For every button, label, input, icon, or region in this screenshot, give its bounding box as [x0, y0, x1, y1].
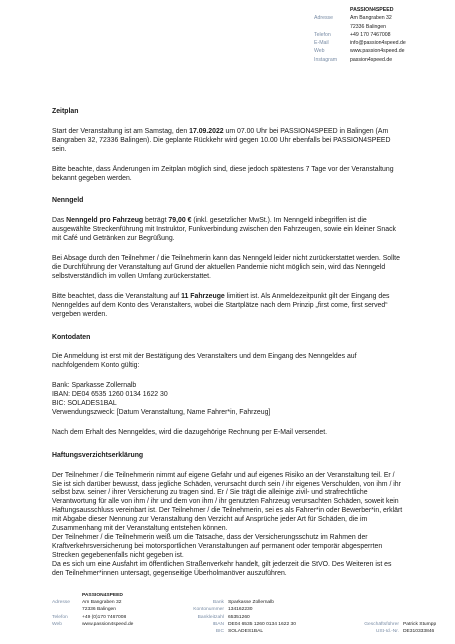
section-heading-zeitplan: Zeitplan	[52, 108, 79, 115]
text-span: um 07.00 Uhr bei PASSION4SPEED in Balingen (Am Bangraben 32, 72336 Balingen). Die geplante Rückkehr wird gegen 10.00 Uhr ebenfalls bei PASSION4SPEED sein.	[52, 127, 391, 153]
document-body	[52, 108, 404, 579]
footer-label: Bank	[212, 600, 224, 606]
footer-label: Bankleitzahl	[197, 614, 224, 620]
header-label	[314, 23, 350, 31]
kontodaten-paragraph-1: Die Anmeldung ist erst mit der Bestätigung des Veranstalters und dem Eingang des Nenngeldes auf nachfolgendem Konto gültig:	[52, 353, 357, 370]
footer-label: USt-Id.-Nr.	[375, 629, 399, 634]
footer-value: Sparkasse Zollernalb	[228, 600, 274, 606]
header-label: Instagram	[314, 56, 338, 63]
footer-value: 72336 Balingen	[82, 607, 116, 613]
footer-legal-column	[327, 621, 436, 635]
letterhead	[314, 6, 450, 64]
header-row-address	[314, 14, 450, 22]
haftung-text-1: Der Teilnehmer / die Teilnehmerin nimmt auf eigene Gefahr und auf eigenes Risiko an der Veranstaltung teil. Er / Sie ist sich darüber bewusst, dass jegliche Schäden, verursacht durch sein / ihr eigenes Verschulden, von ihm / ihr selbst bzw. seiner / ihrer Versicherung zu tragen sind. Er / Sie trägt die alleinige zivil- und strafrechtliche Verantwortung für alle von ihm / ihr und dem von ihm / ihr genutzten Fahrzeug verursachten Schäden, soweit kein Haftungsausschluss vereinbart ist. Der Teilnehmer / die Teilnehmerin, sei es als Fahrer*in oder Bewerber*in, erklärt mit Abgabe dieser Nennung zur Veranstaltung den Verzicht auf Ansprüche jeder Art für Schäden, die im Zusammenhang mit der Veranstaltung entstehen können.	[52, 471, 403, 533]
footer-label: IBAN	[212, 621, 224, 627]
header-label: Telefon	[314, 31, 331, 38]
footer-row	[182, 599, 296, 606]
header-instagram-link[interactable]: passion4speed.de	[350, 56, 393, 63]
text-span: Das	[52, 217, 67, 225]
header-row-web	[314, 47, 450, 55]
footer-label: Geschäftsführer	[364, 621, 399, 627]
text-span: (inkl. gesetzlicher MwSt.). Im Nenngeld inbegriffen ist die ausgewählte Streckenführung mit Instruktor, Funkverbindung zwischen den Fahrzeugen, sowie ein kleiner Snack mit Café und Getränken zur Begrüßung.	[52, 217, 396, 243]
vehicle-limit: 11 Fahrzeuge	[181, 292, 225, 300]
bank-bic: BIC: SOLADES1BAL	[52, 400, 117, 408]
footer-label: Adresse	[52, 600, 70, 606]
bank-iban: IBAN: DE04 6535 1260 0134 1622 30	[52, 391, 168, 399]
footer-row	[182, 621, 296, 628]
header-label: Web	[314, 48, 325, 55]
fee-price: 79,00 €	[168, 217, 192, 225]
footer-value: Patrick Stumpp	[403, 621, 437, 627]
footer-row	[52, 599, 133, 606]
bank-name: Bank: Sparkasse Zollernalb	[52, 382, 137, 390]
kontodaten-paragraph-2: Nach dem Erhalt des Nenngeldes, wird die dazugehörige Rechnung per E-Mail versendet.	[52, 428, 328, 436]
nenngeld-paragraph-1	[52, 217, 404, 244]
header-value: 72336 Balingen	[350, 23, 387, 30]
haftung-text-3: Da es sich um eine Ausfahrt im öffentlichen Straßenverkehr handelt, gilt jederzeit die StVO. Des Weiteren ist es den Teilnehmer*innen untersagt, gegenseitige Überholmanöver auszuführen.	[52, 560, 392, 577]
footer-value: DE04 6535 1260 0134 1622 30	[228, 621, 296, 627]
footer-value: DE310333846	[403, 629, 435, 634]
header-company-name: PASSION4SPEED	[350, 7, 394, 13]
header-row-instagram	[314, 56, 450, 64]
footer-row	[327, 628, 436, 635]
footer-row	[182, 628, 296, 635]
header-email-link[interactable]: info@passion4speed.de	[350, 40, 406, 47]
footer-label: Web	[52, 621, 62, 627]
header-value: Am Bangraben 32	[350, 15, 392, 22]
zeitplan-paragraph-2: Bitte beachte, dass Änderungen im Zeitplan möglich sind, diese jedoch spätestens 7 Tage vor der Veranstaltung bekannt gegeben werden.	[52, 165, 394, 182]
zeitplan-paragraph-1	[52, 128, 404, 155]
footer-value: Am Bangraben 32	[82, 600, 122, 606]
footer-label: Kontonummer	[193, 607, 224, 613]
footer-label: Telefon	[52, 614, 68, 620]
header-row-email	[314, 39, 450, 47]
header-row-city	[314, 23, 450, 31]
footer-row	[52, 614, 133, 621]
footer-label: BIC	[215, 629, 224, 634]
header-web-link[interactable]: www.passion4speed.de	[350, 48, 405, 55]
section-heading-haftung: Haftungsverzichtserklärung	[52, 451, 144, 459]
header-label: Adresse	[314, 15, 334, 22]
fee-label: Nenngeld pro Fahrzeug	[66, 217, 144, 225]
footer-row	[182, 606, 296, 613]
footer-row	[52, 606, 133, 613]
footer-contact-column	[52, 592, 133, 628]
footer-value[interactable]: +49 (0)170 7467008	[82, 614, 127, 620]
footer-value: 65351260	[228, 614, 250, 620]
text-span: beträgt	[143, 217, 169, 225]
text-span: Bitte beachtet, dass die Veranstaltung auf	[52, 292, 182, 300]
footer-row	[182, 614, 296, 621]
header-label: E-Mail	[314, 40, 329, 47]
haftung-text-2: Der Teilnehmer / die Teilnehmerin weiß um die Tatsache, dass der Versicherungsschutz im Rahmen der Kraftverkehrsversicherung bei motorsportlichen Veranstaltungen auf permanent oder temporär abgesperrten Strecken gegebenenfalls nicht gegeben ist.	[52, 534, 383, 559]
header-value[interactable]: +49 170 7467008	[350, 31, 391, 38]
haftung-paragraph	[52, 472, 404, 579]
header-row-phone	[314, 31, 450, 39]
footer-bank-column	[182, 599, 296, 635]
footer-company-name: PASSION4SPEED	[82, 593, 123, 598]
footer-row	[327, 621, 436, 628]
nenngeld-paragraph-2: Bei Absage durch den Teilnehmer / die Teilnehmerin kann das Nenngeld leider nicht zurückerstattet werden. Sollte die Durchführung der Veranstaltung auf Grund der aktuellen Pandemie nicht möglich sein, wird das Nenngeld selbstverständlich im vollen Umfang zurückerstattet.	[52, 255, 400, 280]
event-date: 17.09.2022	[189, 127, 224, 135]
payment-reference: Verwendungszweck: [Datum Veranstaltung, Name Fahrer*in, Fahrzeug]	[52, 408, 271, 416]
footer-row	[52, 621, 133, 628]
nenngeld-paragraph-3	[52, 293, 404, 320]
section-heading-kontodaten: Kontodaten	[52, 333, 91, 341]
footer-value: 134162230	[228, 607, 253, 613]
text-span: Start der Veranstaltung ist am Samstag, den	[52, 127, 190, 135]
bank-details	[52, 382, 404, 418]
footer-value: SOLADES1BAL	[228, 629, 264, 634]
text-span: limitiert ist. Als Anmeldezeitpunkt gilt der Eingang des Nenngeldes auf dem Konto des Veranstalters, wobei die Startplätze nach dem Prinzip „first come, first served“ vergeben werden.	[52, 292, 390, 318]
footer-web-link[interactable]: www.passion4speed.de	[82, 621, 134, 627]
section-heading-nenngeld: Nenngeld	[52, 197, 84, 205]
footer-label	[52, 606, 82, 613]
